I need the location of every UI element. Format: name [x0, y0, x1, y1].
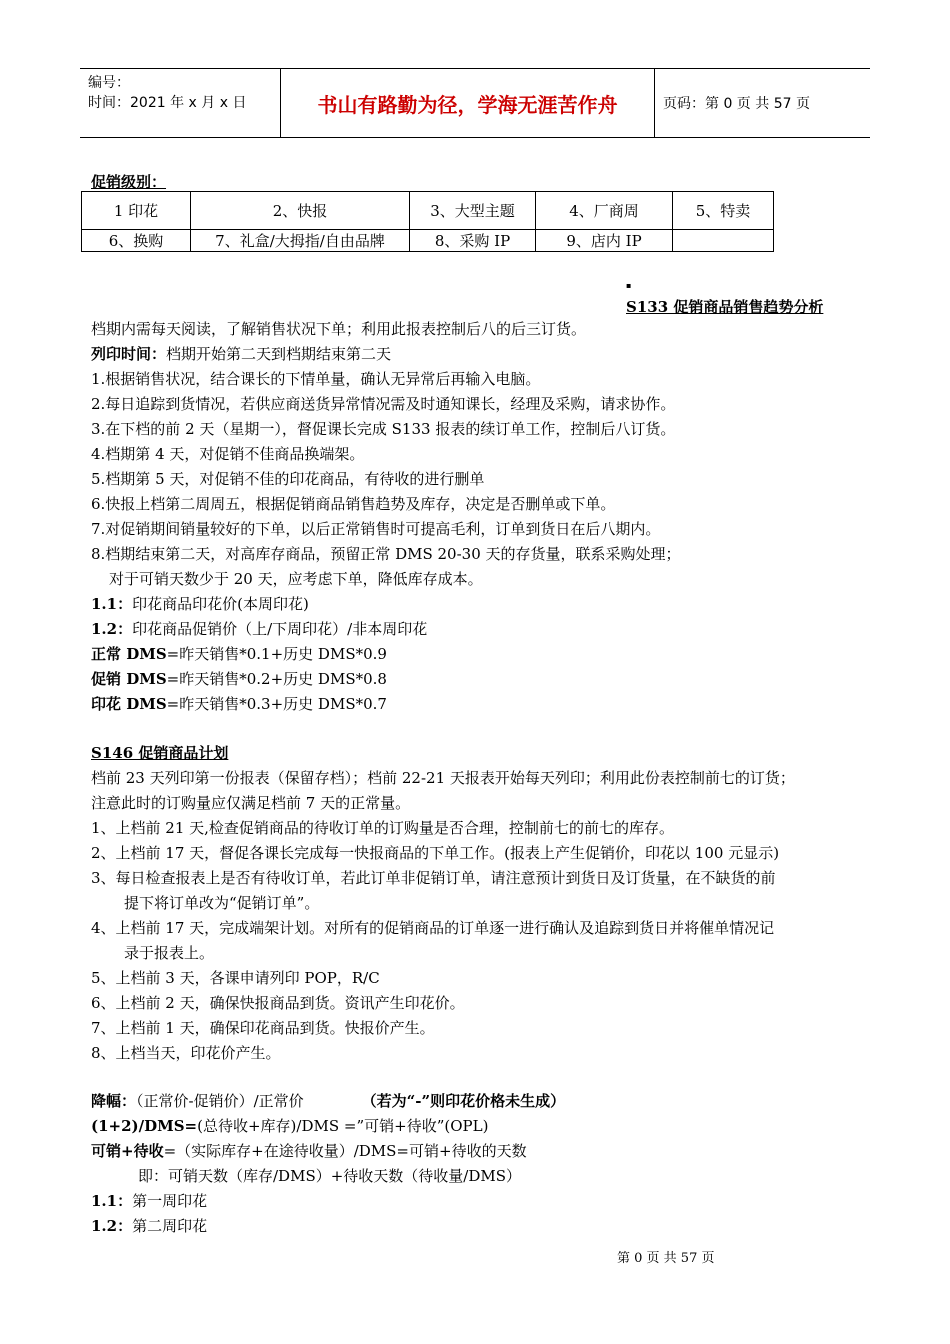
- definition-key: 1.1：: [91, 1192, 133, 1210]
- definition-key: 1.1：: [91, 595, 133, 613]
- print-time-line: [91, 342, 871, 367]
- header-meta: [88, 73, 246, 113]
- definition-key: 印花 DMS: [91, 695, 167, 713]
- list-item: 7、上档前 1 天，确保印花商品到货。快报价产生。: [91, 1019, 435, 1037]
- definition-line: [91, 1189, 871, 1214]
- header-motto: 书山有路勤为径，学海无涯苦作舟: [280, 69, 655, 137]
- s146-intro: 档前 23 天列印第一份报表（保留存档）；档前 22-21 天报表开始每天列印；利用此份表控制前七的订货；: [91, 769, 795, 787]
- definition-line: [91, 592, 871, 617]
- list-item-continuation: 对于可销天数少于 20 天，应考虑下单，降低库存成本。: [109, 570, 483, 588]
- table-cell: 2、快报: [191, 192, 410, 230]
- definition-line: [91, 692, 871, 717]
- list-item: 1、上档前 21 天,检查促销商品的待收订单的订购量是否合理，控制前七的前七的库存。: [91, 819, 674, 837]
- section-marker: ▪: [626, 281, 632, 290]
- formula-value: （正常价-促销价）/正常价: [136, 1092, 304, 1110]
- list-item: 3、每日检查报表上是否有待收订单，若此订单非促销订单，请注意预计到货日及订货量，在不缺货的前: [91, 869, 776, 887]
- print-time-value: 档期开始第二天到档期结束第二天: [166, 345, 392, 363]
- s133-intro: 档期内需每天阅读，了解销售状况下单；利用此报表控制后八的后三订货。: [91, 320, 587, 338]
- table-row: [82, 192, 774, 230]
- list-item: 8.档期结束第二天，对高库存商品，预留正常 DMS 20-30 天的存货量，联系采购处理；: [91, 545, 681, 563]
- s146-body: [91, 741, 871, 1066]
- list-item: 7.对促销期间销量较好的下单，以后正常销售时可提高毛利，订单到货日在后八期内。: [91, 520, 661, 538]
- list-item: 4.档期第 4 天，对促销不佳商品换端架。: [91, 445, 365, 463]
- table-cell: [673, 230, 774, 252]
- s133-body: [91, 317, 871, 717]
- definition-line: [91, 1214, 871, 1239]
- definition-key: 正常 DMS: [91, 645, 167, 663]
- definition-line: [91, 667, 871, 692]
- table-cell: 4、厂商周: [536, 192, 673, 230]
- list-item: 8、上档当天，印花价产生。: [91, 1044, 281, 1062]
- table-cell: 9、店内 IP: [536, 230, 673, 252]
- definition-line: [91, 642, 871, 667]
- header-page-info: 页码：第 0 页 共 57 页: [663, 96, 810, 112]
- table-cell: 5、特卖: [673, 192, 774, 230]
- formula-line: [91, 1139, 871, 1164]
- definition-value: 第一周印花: [132, 1192, 208, 1210]
- page-footer: 第 0 页 共 57 页: [617, 1251, 715, 1266]
- table-cell: 3、大型主题: [410, 192, 536, 230]
- definition-value: =昨天销售*0.2+历史 DMS*0.8: [166, 670, 387, 688]
- table-cell: 8、采购 IP: [410, 230, 536, 252]
- list-item-continuation: 录于报表上。: [124, 944, 215, 962]
- list-item: 5.档期第 5 天，对促销不佳的印花商品，有待收的进行删单: [91, 470, 485, 488]
- list-item: 2、上档前 17 天，督促各课长完成每一快报商品的下单工作。(报表上产生促销价，印花以 100 元显示): [91, 844, 780, 862]
- formula-value: (总待收+库存)/DMS =”可销+待收”(OPL): [197, 1117, 489, 1135]
- document-number-label: 编号：: [88, 75, 130, 91]
- formula-note: （若为“-”则印花价格未生成）: [361, 1092, 566, 1110]
- s146-title: S146 促销商品计划: [91, 744, 229, 762]
- table-cell: 7、礼盒/大拇指/自由品牌: [191, 230, 410, 252]
- list-item-continuation: 提下将订单改为“促销订单”。: [124, 894, 320, 912]
- formula-label: 降幅：: [91, 1092, 137, 1110]
- promo-level-table: [81, 191, 774, 252]
- s133-title: S133 促销商品销售趋势分析: [626, 298, 824, 316]
- definition-value: 第二周印花: [132, 1217, 208, 1235]
- table-row: [82, 230, 774, 252]
- table-cell: 1 印花: [82, 192, 191, 230]
- formula-line: [91, 1114, 871, 1139]
- page-header: [80, 68, 870, 138]
- promo-level-label: 促销级别：: [91, 173, 167, 191]
- print-time-label: 列印时间：: [91, 345, 167, 363]
- list-item: 6、上档前 2 天，确保快报商品到货。资讯产生印花价。: [91, 994, 465, 1012]
- list-item: 6.快报上档第二周周五，根据促销商品销售趋势及库存，决定是否删单或下单。: [91, 495, 616, 513]
- list-item: 4、上档前 17 天，完成端架计划。对所有的促销商品的订单逐一进行确认及追踪到货日并将催单情况记: [91, 919, 775, 937]
- definition-value: 印花商品促销价（上/下周印花）/非本周印花: [132, 620, 428, 638]
- definition-key: 1.2：: [91, 1217, 133, 1235]
- list-item: 5、上档前 3 天，各课申请列印 POP，R/C: [91, 969, 380, 987]
- definition-value: =昨天销售*0.3+历史 DMS*0.7: [166, 695, 387, 713]
- list-item: 3.在下档的前 2 天（星期一），督促课长完成 S133 报表的续订单工作，控制后八订货。: [91, 420, 676, 438]
- s146-intro: 注意此时的订购量应仅满足档前 7 天的正常量。: [91, 794, 411, 812]
- formula-line: [91, 1089, 871, 1114]
- list-item: 1.根据销售状况，结合课长的下情单量，确认无异常后再输入电脑。: [91, 370, 541, 388]
- formula-value: =（实际库存+在途待收量）/DMS=可销+待收的天数: [163, 1142, 527, 1160]
- definition-key: 1.2：: [91, 620, 133, 638]
- table-cell: 6、换购: [82, 230, 191, 252]
- definition-key: 促销 DMS: [91, 670, 167, 688]
- document-date: 时间：2021 年 x 月 x 日: [88, 95, 247, 111]
- definition-line: [91, 617, 871, 642]
- definition-value: 印花商品印花价(本周印花): [132, 595, 309, 613]
- formula-label: 可销+待收: [91, 1142, 164, 1160]
- formulas: [91, 1089, 871, 1239]
- formula-explanation: 即：可销天数（库存/DMS）+待收天数（待收量/DMS）: [138, 1167, 522, 1185]
- list-item: 2.每日追踪到货情况，若供应商送货异常情况需及时通知课长，经理及采购，请求协作。: [91, 395, 676, 413]
- definition-value: =昨天销售*0.1+历史 DMS*0.9: [166, 645, 387, 663]
- formula-label: (1+2)/DMS=: [91, 1117, 198, 1135]
